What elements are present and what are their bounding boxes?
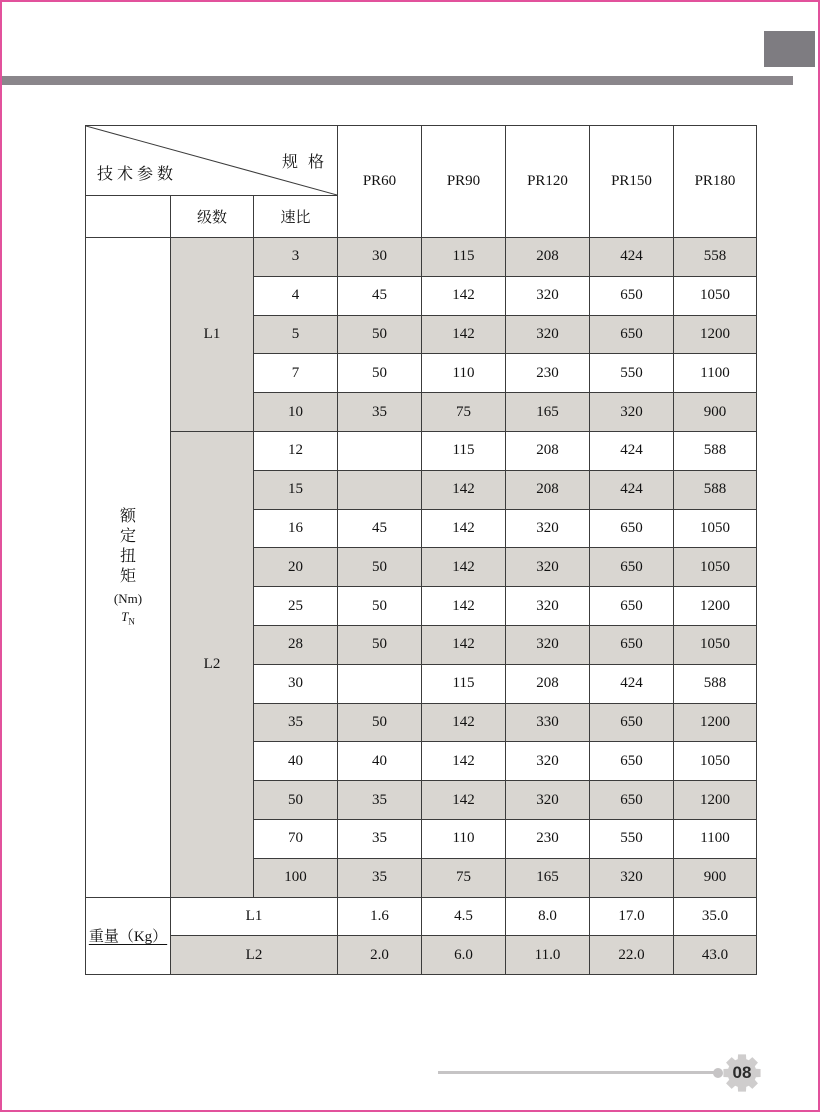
value-cell: 115: [422, 431, 506, 470]
value-cell: 142: [422, 587, 506, 626]
value-cell: 424: [590, 470, 674, 509]
value-cell: 142: [422, 509, 506, 548]
value-cell: [338, 431, 422, 470]
value-cell: 75: [422, 393, 506, 432]
value-cell: 110: [422, 354, 506, 393]
model-header-pr180: PR180: [674, 126, 757, 238]
value-cell: 320: [506, 276, 590, 315]
ratio-cell: 12: [254, 431, 338, 470]
value-cell: 550: [590, 819, 674, 858]
ratio-cell: 50: [254, 781, 338, 820]
value-cell: 142: [422, 470, 506, 509]
model-header-pr60: PR60: [338, 126, 422, 238]
value-cell: 424: [590, 431, 674, 470]
value-cell: 1.6: [338, 897, 422, 936]
value-cell: 650: [590, 509, 674, 548]
model-header-pr120: PR120: [506, 126, 590, 238]
torque-label-cell: [86, 238, 171, 898]
value-cell: 165: [506, 393, 590, 432]
weight-stage-cell: L1: [171, 897, 338, 936]
value-cell: 588: [674, 470, 757, 509]
ratio-cell: 30: [254, 664, 338, 703]
diagonal-header-cell: [86, 126, 338, 196]
value-cell: 650: [590, 781, 674, 820]
value-cell: 35.0: [674, 897, 757, 936]
ratio-cell: 10: [254, 393, 338, 432]
footer-rule-line: [438, 1071, 718, 1074]
ratio-cell: 28: [254, 625, 338, 664]
value-cell: 50: [338, 315, 422, 354]
value-cell: 650: [590, 276, 674, 315]
value-cell: 22.0: [590, 936, 674, 975]
value-cell: 142: [422, 548, 506, 587]
weight-label-cell: [86, 897, 171, 975]
value-cell: 35: [338, 393, 422, 432]
value-cell: 165: [506, 858, 590, 897]
value-cell: 1100: [674, 819, 757, 858]
ratio-cell: 35: [254, 703, 338, 742]
value-cell: 50: [338, 625, 422, 664]
value-cell: 650: [590, 315, 674, 354]
value-cell: 115: [422, 238, 506, 277]
value-cell: 320: [506, 509, 590, 548]
ratio-cell: 3: [254, 238, 338, 277]
value-cell: 1050: [674, 548, 757, 587]
value-cell: 6.0: [422, 936, 506, 975]
value-cell: 320: [590, 393, 674, 432]
ratio-cell: 100: [254, 858, 338, 897]
model-header-pr150: PR150: [590, 126, 674, 238]
value-cell: 35: [338, 781, 422, 820]
spec-table: [85, 125, 757, 975]
value-cell: 43.0: [674, 936, 757, 975]
value-cell: 8.0: [506, 897, 590, 936]
table-row: [86, 897, 757, 936]
stage-group-cell: L1: [171, 238, 254, 432]
value-cell: 142: [422, 625, 506, 664]
value-cell: 320: [506, 315, 590, 354]
value-cell: 1200: [674, 315, 757, 354]
value-cell: 50: [338, 703, 422, 742]
value-cell: 35: [338, 858, 422, 897]
value-cell: 650: [590, 625, 674, 664]
torque-symbol: $T_N$: [121, 609, 135, 628]
ratio-cell: 7: [254, 354, 338, 393]
value-cell: 1200: [674, 781, 757, 820]
value-cell: 900: [674, 858, 757, 897]
weight-label: 重量（Kg）: [88, 929, 168, 946]
value-cell: 40: [338, 742, 422, 781]
value-cell: 320: [506, 548, 590, 587]
ratio-cell: 15: [254, 470, 338, 509]
value-cell: 1200: [674, 587, 757, 626]
page-number: 08: [732, 1063, 752, 1082]
value-cell: 650: [590, 703, 674, 742]
value-cell: 1050: [674, 625, 757, 664]
value-cell: 424: [590, 238, 674, 277]
value-cell: 45: [338, 509, 422, 548]
header-row-models: [86, 126, 757, 196]
value-cell: 11.0: [506, 936, 590, 975]
header-rule-bar: [2, 76, 793, 85]
value-cell: 30: [338, 238, 422, 277]
value-cell: 142: [422, 742, 506, 781]
ratio-cell: 16: [254, 509, 338, 548]
value-cell: 45: [338, 276, 422, 315]
value-cell: 588: [674, 664, 757, 703]
value-cell: 1050: [674, 742, 757, 781]
ratio-column-header: 速比: [254, 196, 338, 238]
value-cell: 75: [422, 858, 506, 897]
value-cell: 900: [674, 393, 757, 432]
corner-decoration-square: [764, 31, 815, 67]
value-cell: 142: [422, 781, 506, 820]
value-cell: 588: [674, 431, 757, 470]
value-cell: 1200: [674, 703, 757, 742]
value-cell: 230: [506, 354, 590, 393]
value-cell: 1100: [674, 354, 757, 393]
ratio-cell: 25: [254, 587, 338, 626]
value-cell: 650: [590, 587, 674, 626]
spec-table-body: [86, 126, 757, 975]
value-cell: 50: [338, 548, 422, 587]
value-cell: 650: [590, 548, 674, 587]
empty-header-cell: [86, 196, 171, 238]
value-cell: 320: [506, 742, 590, 781]
ratio-cell: 40: [254, 742, 338, 781]
stage-group-cell: L2: [171, 431, 254, 897]
value-cell: 142: [422, 315, 506, 354]
stage-column-header: 级数: [171, 196, 254, 238]
value-cell: [338, 664, 422, 703]
value-cell: 1050: [674, 276, 757, 315]
value-cell: 230: [506, 819, 590, 858]
value-cell: 110: [422, 819, 506, 858]
value-cell: 558: [674, 238, 757, 277]
ratio-cell: 70: [254, 819, 338, 858]
torque-vertical-text: 额定扭矩: [119, 508, 136, 586]
page-number-badge: [722, 1053, 762, 1093]
value-cell: 35: [338, 819, 422, 858]
value-cell: 50: [338, 587, 422, 626]
value-cell: 208: [506, 664, 590, 703]
spec-header-label: 规 格: [282, 154, 328, 171]
torque-unit: (Nm): [113, 591, 143, 607]
table-row: [86, 238, 757, 277]
value-cell: 4.5: [422, 897, 506, 936]
value-cell: 320: [506, 587, 590, 626]
value-cell: 320: [590, 858, 674, 897]
value-cell: 142: [422, 703, 506, 742]
value-cell: 330: [506, 703, 590, 742]
ratio-cell: 4: [254, 276, 338, 315]
model-header-pr90: PR90: [422, 126, 506, 238]
value-cell: 17.0: [590, 897, 674, 936]
tech-params-label: 技术参数: [97, 166, 178, 183]
ratio-cell: 20: [254, 548, 338, 587]
table-row: [86, 936, 757, 975]
value-cell: 650: [590, 742, 674, 781]
value-cell: 550: [590, 354, 674, 393]
value-cell: 208: [506, 470, 590, 509]
value-cell: 142: [422, 276, 506, 315]
value-cell: 50: [338, 354, 422, 393]
value-cell: [338, 470, 422, 509]
torque-label: [86, 507, 170, 627]
value-cell: 320: [506, 625, 590, 664]
spec-table-container: [85, 125, 757, 975]
value-cell: 1050: [674, 509, 757, 548]
weight-stage-cell: L2: [171, 936, 338, 975]
value-cell: 2.0: [338, 936, 422, 975]
table-row: [86, 431, 757, 470]
value-cell: 424: [590, 664, 674, 703]
ratio-cell: 5: [254, 315, 338, 354]
value-cell: 208: [506, 238, 590, 277]
value-cell: 208: [506, 431, 590, 470]
value-cell: 115: [422, 664, 506, 703]
value-cell: 320: [506, 781, 590, 820]
